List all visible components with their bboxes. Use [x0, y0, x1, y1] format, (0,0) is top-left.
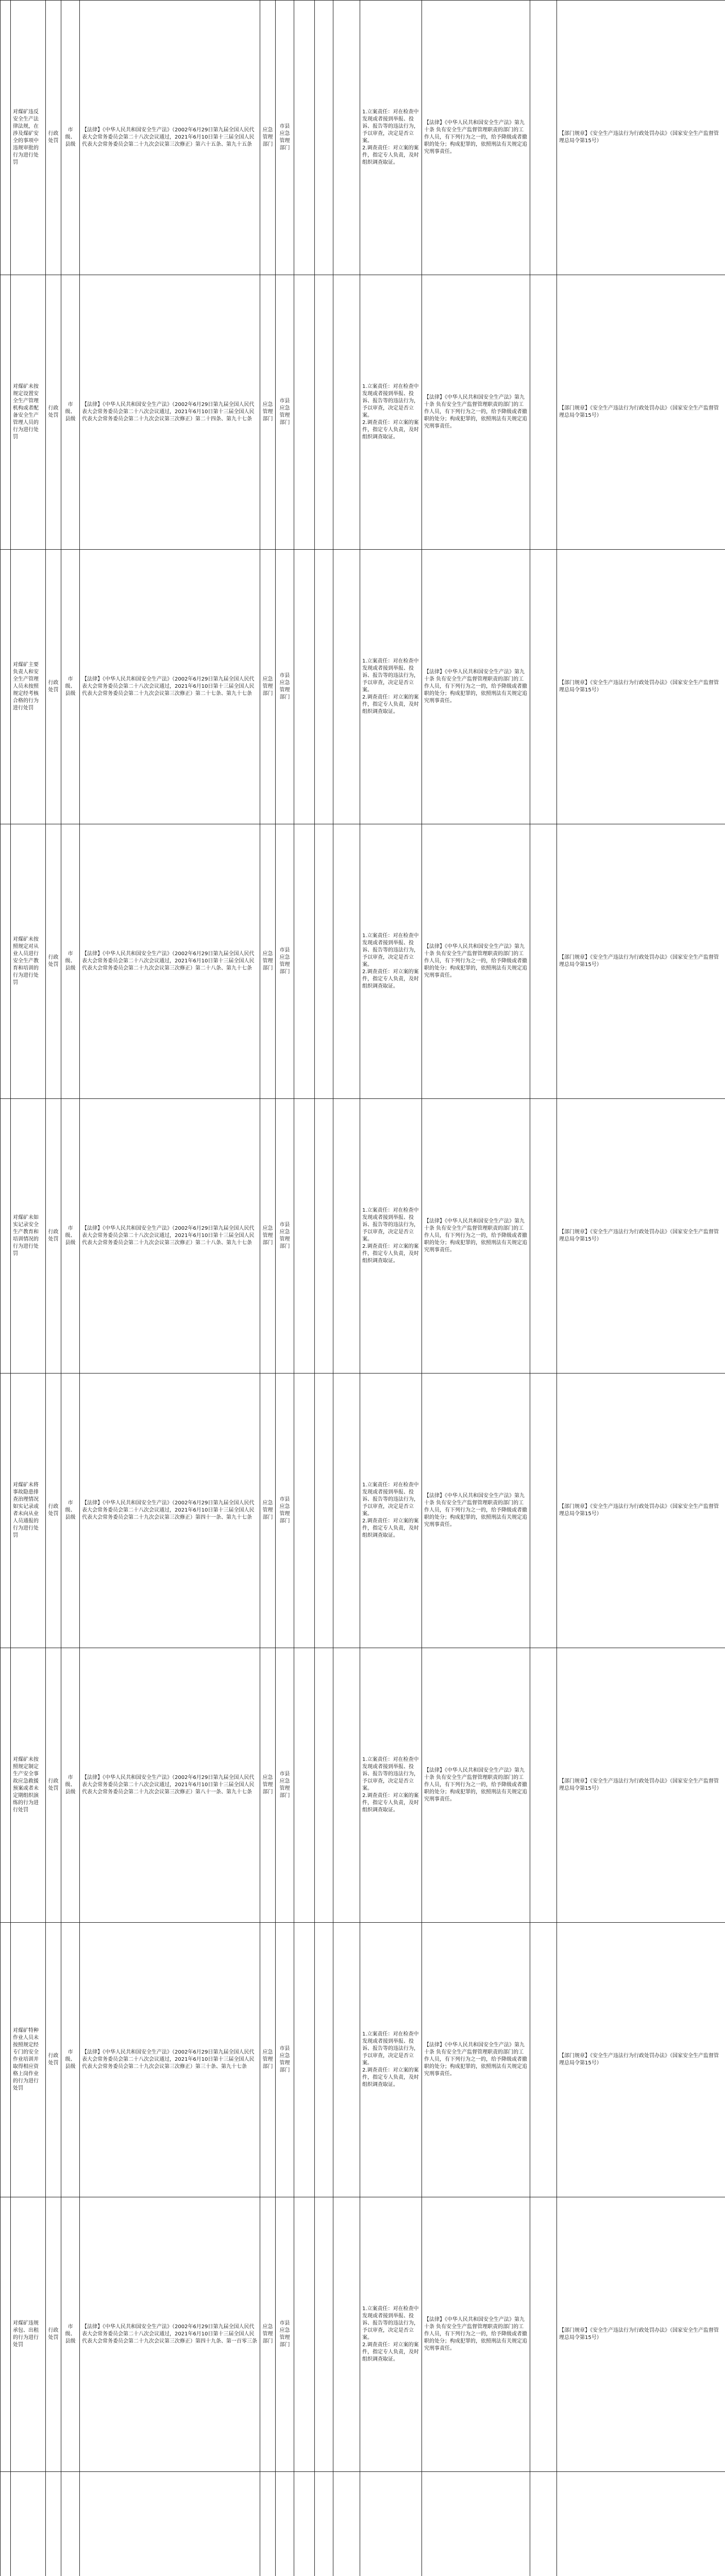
other-notes	[557, 2472, 725, 2576]
other-notes: 【部门规章】《安全生产违法行为行政处罚办法》（国家安全生产监督管理总局令第15号）	[557, 2197, 725, 2472]
other-notes: 【部门规章】《安全生产违法行为行政处罚办法》（国家安全生产监督管理总局令第15号）	[557, 275, 725, 550]
accountability-basis: 【法律】《中华人民共和国安全生产法》第九十条 负有安全生产监督管理职责的部门的工作人员，有下列行为之一的，给予降级或者撤职的处分；构成犯罪的，依照刑法有关规定追究刑事责任。	[422, 824, 530, 1099]
row-number	[1, 1, 11, 275]
table-row	[1, 275, 725, 550]
implementing-authority	[276, 2472, 294, 2576]
table-row	[1, 824, 725, 1099]
table-row	[1, 1099, 725, 1374]
responsibility-items	[360, 2472, 422, 2576]
blank-cell-a	[294, 1099, 315, 1374]
legal-basis: 【法律】《中华人民共和国安全生产法》（2002年6月29日第九届全国人民代表大会常务委员会第二十八次会议通过，2021年6月10日第十三届全国人民代表大会常务委员会第二十九次会议第三次修正）第四十一条、第九十七条	[80, 1374, 260, 1648]
accountability-basis: 【法律】《中华人民共和国安全生产法》第九十条 负有安全生产监督管理职责的部门的工作人员，有下列行为之一的，给予降级或者撤职的处分；构成犯罪的，依照刑法有关规定追究刑事责任。	[422, 275, 530, 550]
accountability-basis	[422, 2472, 530, 2576]
blank-cell-c	[333, 275, 360, 550]
blank-cell-d	[530, 2472, 557, 2576]
implementing-subject: 应急管理部门	[260, 1374, 276, 1648]
item-name: 对煤矿未按照规定制定生产安全事故应急救援预案或者未定期组织演练的行为进行处罚	[11, 1648, 46, 1923]
other-notes: 【部门规章】《安全生产违法行为行政处罚办法》（国家安全生产监督管理总局令第15号）	[557, 1374, 725, 1648]
implementing-subject: 应急管理部门	[260, 1923, 276, 2197]
row-number	[1, 1374, 11, 1648]
item-level: 市级、县级	[61, 1099, 80, 1374]
implementing-subject: 应急管理部门	[260, 1, 276, 275]
blank-cell-c	[333, 1648, 360, 1923]
implementing-subject: 应急管理部门	[260, 824, 276, 1099]
row-number	[1, 2472, 11, 2576]
blank-cell-c	[333, 1, 360, 275]
legal-basis: 【法律】《中华人民共和国安全生产法》（2002年6月29日第九届全国人民代表大会常务委员会第二十八次会议通过，2021年6月10日第十三届全国人民代表大会常务委员会第二十九次会议第三次修正）第六十五条、第九十五条	[80, 1, 260, 275]
accountability-basis: 【法律】《中华人民共和国安全生产法》第九十条 负有安全生产监督管理职责的部门的工作人员，有下列行为之一的，给予降级或者撤职的处分；构成犯罪的，依照刑法有关规定追究刑事责任。	[422, 1648, 530, 1923]
implementing-subject: 应急管理部门	[260, 2197, 276, 2472]
item-name: 对煤矿未按规定设置安全生产管理机构或者配备安全生产管理人员的行为进行处罚	[11, 275, 46, 550]
blank-cell-a	[294, 275, 315, 550]
blank-cell-c	[333, 1099, 360, 1374]
item-category: 行政处罚	[46, 1, 61, 275]
implementing-subject: 应急管理部门	[260, 550, 276, 824]
other-notes: 【部门规章】《安全生产违法行为行政处罚办法》（国家安全生产监督管理总局令第15号）	[557, 550, 725, 824]
blank-cell-d	[530, 1648, 557, 1923]
accountability-basis: 【法律】《中华人民共和国安全生产法》第九十条 负有安全生产监督管理职责的部门的工作人员，有下列行为之一的，给予降级或者撤职的处分；构成犯罪的，依照刑法有关规定追究刑事责任。	[422, 1, 530, 275]
implementing-authority: 市县应急管理部门	[276, 824, 294, 1099]
item-category: 行政处罚	[46, 1099, 61, 1374]
blank-cell-b	[315, 824, 333, 1099]
blank-cell-a	[294, 1374, 315, 1648]
implementing-authority: 市县应急管理部门	[276, 1, 294, 275]
responsibility-items: 1.立案责任：对在检查中发现或者接到举报、投诉、报告等的违法行为，予以审查，决定是否立案。 2.调查责任：对立案的案件，指定专人负责，及时组织调查取证。	[360, 824, 422, 1099]
table-row	[1, 550, 725, 824]
responsibility-items: 1.立案责任：对在检查中发现或者接到举报、投诉、报告等的违法行为，予以审查，决定是否立案。 2.调查责任：对立案的案件，指定专人负责，及时组织调查取证。	[360, 1099, 422, 1374]
item-level: 市级、县级	[61, 1374, 80, 1648]
blank-cell-a	[294, 824, 315, 1099]
blank-cell-d	[530, 275, 557, 550]
implementing-authority: 市县应急管理部门	[276, 2197, 294, 2472]
blank-cell-b	[315, 275, 333, 550]
table-row	[1, 2472, 725, 2576]
item-name: 对煤矿主要负责人和安全生产管理人员未按照规定经考核合格的行为进行处罚	[11, 550, 46, 824]
blank-cell-d	[530, 1099, 557, 1374]
table-body	[1, 1, 725, 2576]
table-row	[1, 1648, 725, 1923]
item-category	[46, 2472, 61, 2576]
item-name: 对煤矿违反安全生产法律法规，在涉及煤矿安全的事项中违规审批的行为进行处罚	[11, 1, 46, 275]
item-level: 市级、县级	[61, 2197, 80, 2472]
legal-basis: 【法律】《中华人民共和国安全生产法》（2002年6月29日第九届全国人民代表大会常务委员会第二十八次会议通过，2021年6月10日第十三届全国人民代表大会常务委员会第二十九次会议第三次修正）第二十八条、第九十七条	[80, 824, 260, 1099]
implementing-authority: 市县应急管理部门	[276, 1923, 294, 2197]
implementing-subject	[260, 2472, 276, 2576]
responsibility-items: 1.立案责任：对在检查中发现或者接到举报、投诉、报告等的违法行为，予以审查，决定是否立案。 2.调查责任：对立案的案件，指定专人负责，及时组织调查取证。	[360, 1, 422, 275]
blank-cell-b	[315, 1374, 333, 1648]
item-level: 市级、县级	[61, 1923, 80, 2197]
item-name: 对煤矿未按照规定对从业人员进行安全生产教育和培训的行为进行处罚	[11, 824, 46, 1099]
blank-cell-a	[294, 2472, 315, 2576]
blank-cell-d	[530, 550, 557, 824]
accountability-basis: 【法律】《中华人民共和国安全生产法》第九十条 负有安全生产监督管理职责的部门的工作人员，有下列行为之一的，给予降级或者撤职的处分；构成犯罪的，依照刑法有关规定追究刑事责任。	[422, 2197, 530, 2472]
row-number	[1, 1923, 11, 2197]
blank-cell-b	[315, 2472, 333, 2576]
item-category: 行政处罚	[46, 824, 61, 1099]
row-number	[1, 275, 11, 550]
row-number	[1, 1099, 11, 1374]
blank-cell-d	[530, 1374, 557, 1648]
responsibility-items: 1.立案责任：对在检查中发现或者接到举报、投诉、报告等的违法行为，予以审查，决定是否立案。 2.调查责任：对立案的案件，指定专人负责，及时组织调查取证。	[360, 1374, 422, 1648]
blank-cell-a	[294, 1, 315, 275]
table-row	[1, 1923, 725, 2197]
blank-cell-a	[294, 1648, 315, 1923]
blank-cell-c	[333, 2197, 360, 2472]
blank-cell-c	[333, 550, 360, 824]
blank-cell-c	[333, 2472, 360, 2576]
legal-basis: 【法律】《中华人民共和国安全生产法》（2002年6月29日第九届全国人民代表大会常务委员会第二十八次会议通过，2021年6月10日第十三届全国人民代表大会常务委员会第二十九次会议第三次修正）第二十八条、第九十七条	[80, 1099, 260, 1374]
item-level: 市级、县级	[61, 1, 80, 275]
blank-cell-d	[530, 2197, 557, 2472]
implementing-authority: 市县应急管理部门	[276, 1648, 294, 1923]
item-category: 行政处罚	[46, 1923, 61, 2197]
accountability-basis: 【法律】《中华人民共和国安全生产法》第九十条 负有安全生产监督管理职责的部门的工作人员，有下列行为之一的，给予降级或者撤职的处分；构成犯罪的，依照刑法有关规定追究刑事责任。	[422, 550, 530, 824]
blank-cell-d	[530, 1, 557, 275]
legal-basis: 【法律】《中华人民共和国安全生产法》（2002年6月29日第九届全国人民代表大会常务委员会第二十八次会议通过，2021年6月10日第十三届全国人民代表大会常务委员会第二十九次会议第三次修正）第二十七条、第九十七条	[80, 550, 260, 824]
item-name: 对煤矿违规承包、出租的行为进行处罚	[11, 2197, 46, 2472]
item-category: 行政处罚	[46, 275, 61, 550]
blank-cell-a	[294, 2197, 315, 2472]
implementing-subject: 应急管理部门	[260, 275, 276, 550]
row-number	[1, 550, 11, 824]
implementing-authority: 市县应急管理部门	[276, 550, 294, 824]
blank-cell-a	[294, 1923, 315, 2197]
row-number	[1, 2197, 11, 2472]
blank-cell-b	[315, 1648, 333, 1923]
accountability-basis: 【法律】《中华人民共和国安全生产法》第九十条 负有安全生产监督管理职责的部门的工作人员，有下列行为之一的，给予降级或者撤职的处分；构成犯罪的，依照刑法有关规定追究刑事责任。	[422, 1099, 530, 1374]
implementing-authority: 市县应急管理部门	[276, 1374, 294, 1648]
legal-basis: 【法律】《中华人民共和国安全生产法》（2002年6月29日第九届全国人民代表大会常务委员会第二十八次会议通过，2021年6月10日第十三届全国人民代表大会常务委员会第二十九次会议第三次修正）第二十四条、第九十七条	[80, 275, 260, 550]
row-number	[1, 824, 11, 1099]
blank-cell-b	[315, 550, 333, 824]
accountability-basis: 【法律】《中华人民共和国安全生产法》第九十条 负有安全生产监督管理职责的部门的工作人员，有下列行为之一的，给予降级或者撤职的处分；构成犯罪的，依照刑法有关规定追究刑事责任。	[422, 1374, 530, 1648]
item-level: 市级、县级	[61, 275, 80, 550]
responsibility-items: 1.立案责任：对在检查中发现或者接到举报、投诉、报告等的违法行为，予以审查，决定是否立案。 2.调查责任：对立案的案件，指定专人负责，及时组织调查取证。	[360, 1923, 422, 2197]
other-notes: 【部门规章】《安全生产违法行为行政处罚办法》（国家安全生产监督管理总局令第15号）	[557, 1648, 725, 1923]
blank-cell-c	[333, 1374, 360, 1648]
table-row	[1, 1374, 725, 1648]
item-name: 对煤矿未将事故隐患排查治理情况如实记录或者未向从业人员通报的行为进行处罚	[11, 1374, 46, 1648]
item-name: 对煤矿未如实记录安全生产教育和培训情况的行为进行处罚	[11, 1099, 46, 1374]
row-number	[1, 1648, 11, 1923]
item-level: 市级、县级	[61, 1648, 80, 1923]
legal-basis: 【法律】《中华人民共和国安全生产法》（2002年6月29日第九届全国人民代表大会常务委员会第二十八次会议通过，2021年6月10日第十三届全国人民代表大会常务委员会第二十九次会议第三次修正）第三十条、第九十七条	[80, 1923, 260, 2197]
other-notes: 【部门规章】《安全生产违法行为行政处罚办法》（国家安全生产监督管理总局令第15号）	[557, 1099, 725, 1374]
other-notes: 【部门规章】《安全生产违法行为行政处罚办法》（国家安全生产监督管理总局令第15号）	[557, 1923, 725, 2197]
item-name: 对煤矿特种作业人员未按照规定经专门的安全作业培训并取得相应资格上岗作业的行为进行处罚	[11, 1923, 46, 2197]
other-notes: 【部门规章】《安全生产违法行为行政处罚办法》（国家安全生产监督管理总局令第15号）	[557, 1, 725, 275]
blank-cell-b	[315, 1, 333, 275]
item-category: 行政处罚	[46, 2197, 61, 2472]
legal-basis: 【法律】《中华人民共和国安全生产法》（2002年6月29日第九届全国人民代表大会常务委员会第二十八次会议通过，2021年6月10日第十三届全国人民代表大会常务委员会第二十九次会议第三次修正）第八十一条、第九十七条	[80, 1648, 260, 1923]
blank-cell-d	[530, 1923, 557, 2197]
item-level: 市级、县级	[61, 824, 80, 1099]
blank-cell-d	[530, 824, 557, 1099]
blank-cell-c	[333, 824, 360, 1099]
blank-cell-c	[333, 1923, 360, 2197]
other-notes: 【部门规章】《安全生产违法行为行政处罚办法》（国家安全生产监督管理总局令第15号）	[557, 824, 725, 1099]
blank-cell-b	[315, 1099, 333, 1374]
implementing-subject: 应急管理部门	[260, 1099, 276, 1374]
table-row	[1, 2197, 725, 2472]
blank-cell-b	[315, 1923, 333, 2197]
implementing-authority: 市县应急管理部门	[276, 275, 294, 550]
item-category: 行政处罚	[46, 550, 61, 824]
item-category: 行政处罚	[46, 1648, 61, 1923]
blank-cell-b	[315, 2197, 333, 2472]
accountability-basis: 【法律】《中华人民共和国安全生产法》第九十条 负有安全生产监督管理职责的部门的工作人员，有下列行为之一的，给予降级或者撤职的处分；构成犯罪的，依照刑法有关规定追究刑事责任。	[422, 1923, 530, 2197]
legal-basis	[80, 2472, 260, 2576]
item-name	[11, 2472, 46, 2576]
item-category: 行政处罚	[46, 1374, 61, 1648]
item-level: 市级、县级	[61, 550, 80, 824]
responsibility-items: 1.立案责任：对在检查中发现或者接到举报、投诉、报告等的违法行为，予以审查，决定是否立案。 2.调查责任：对立案的案件，指定专人负责，及时组织调查取证。	[360, 1648, 422, 1923]
blank-cell-a	[294, 550, 315, 824]
responsibility-items: 1.立案责任：对在检查中发现或者接到举报、投诉、报告等的违法行为，予以审查，决定是否立案。 2.调查责任：对立案的案件，指定专人负责，及时组织调查取证。	[360, 550, 422, 824]
responsibility-items: 1.立案责任：对在检查中发现或者接到举报、投诉、报告等的违法行为，予以审查，决定是否立案。 2.调查责任：对立案的案件，指定专人负责，及时组织调查取证。	[360, 275, 422, 550]
legal-basis: 【法律】《中华人民共和国安全生产法》（2002年6月29日第九届全国人民代表大会常务委员会第二十八次会议通过，2021年6月10日第十三届全国人民代表大会常务委员会第二十九次会议第三次修正）第四十九条、第一百零三条	[80, 2197, 260, 2472]
item-level	[61, 2472, 80, 2576]
table-row	[1, 1, 725, 275]
implementing-authority: 市县应急管理部门	[276, 1099, 294, 1374]
implementing-subject: 应急管理部门	[260, 1648, 276, 1923]
responsibility-items: 1.立案责任：对在检查中发现或者接到举报、投诉、报告等的违法行为，予以审查，决定是否立案。 2.调查责任：对立案的案件，指定专人负责，及时组织调查取证。	[360, 2197, 422, 2472]
